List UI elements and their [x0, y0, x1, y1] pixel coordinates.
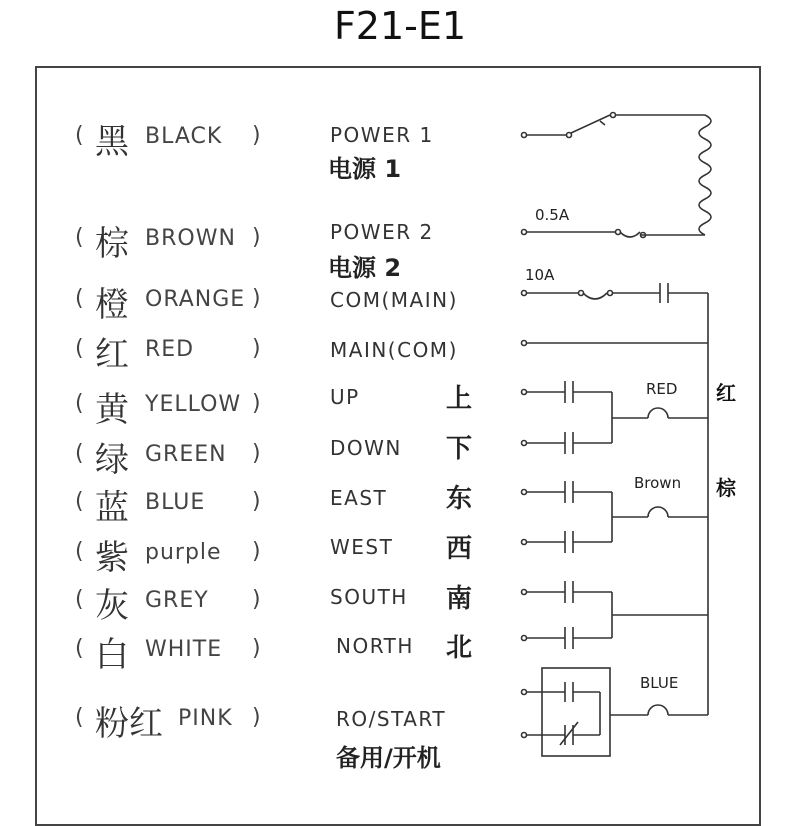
- fuse-0-5a: [522, 230, 646, 238]
- wire-color-cn: 白: [95, 635, 129, 675]
- wire-color-en: purple: [145, 540, 222, 565]
- direction-cn: 北: [446, 633, 473, 663]
- power-switch: [522, 113, 706, 138]
- paren-open: (: [75, 441, 84, 466]
- start-relay: [522, 668, 709, 756]
- wire-color-cn: 粉红: [95, 704, 163, 744]
- paren-open: (: [75, 286, 84, 311]
- wire-color-en: RED: [145, 337, 195, 362]
- function-label: WEST: [330, 535, 394, 559]
- wire-color-en: ORANGE: [145, 287, 246, 312]
- diagram-title: F21-E1: [333, 4, 467, 48]
- wire-color-cn: 灰: [95, 586, 129, 626]
- paren-open: (: [75, 705, 84, 730]
- function-label: UP: [330, 385, 360, 409]
- function-label: MAIN(COM): [330, 338, 458, 362]
- fuse-10a: [522, 283, 709, 303]
- direction-cn: 西: [446, 534, 473, 564]
- paren-close: ): [252, 391, 261, 416]
- side-label: 棕: [716, 476, 736, 500]
- function-label: NORTH: [336, 634, 414, 658]
- wire-color-cn: 蓝: [95, 488, 129, 528]
- function-label: COM(MAIN): [330, 288, 458, 312]
- paren-open: (: [75, 539, 84, 564]
- coil-label: Brown: [634, 474, 682, 492]
- wire-color-cn: 黄: [95, 390, 129, 430]
- direction-cn: 东: [446, 484, 473, 514]
- side-label: 红: [716, 381, 736, 405]
- wire-color-en: GREY: [145, 588, 209, 613]
- paren-open: (: [75, 636, 84, 661]
- wire-color-en: YELLOW: [145, 392, 242, 417]
- direction-cn: 下: [446, 434, 473, 464]
- function-label: DOWN: [330, 436, 402, 460]
- paren-open: (: [75, 587, 84, 612]
- paren-close: ): [252, 705, 261, 730]
- paren-open: (: [75, 123, 84, 148]
- wire-color-en: BLUE: [145, 490, 206, 515]
- coil-label: RED: [646, 380, 678, 398]
- paren-close: ): [252, 587, 261, 612]
- contact-pair-east-west: [522, 481, 709, 553]
- paren-close: ): [252, 539, 261, 564]
- wire-color-en: GREEN: [145, 442, 227, 467]
- paren-open: (: [75, 391, 84, 416]
- paren-close: ): [252, 123, 261, 148]
- coil-winding: [640, 115, 711, 235]
- paren-open: (: [75, 225, 84, 250]
- wire-color-en: WHITE: [145, 637, 223, 662]
- paren-open: (: [75, 336, 84, 361]
- wire-color-en: BLACK: [145, 124, 223, 149]
- fuse-rating-label: 0.5A: [535, 206, 570, 224]
- wire-color-cn: 绿: [95, 440, 129, 480]
- wire-color-cn: 紫: [95, 538, 129, 578]
- function-label: EAST: [330, 486, 388, 510]
- paren-close: ): [252, 441, 261, 466]
- paren-close: ): [252, 225, 261, 250]
- wire-color-cn: 红: [95, 335, 129, 375]
- paren-close: ): [252, 636, 261, 661]
- fuse-rating-label: 10A: [525, 266, 555, 284]
- paren-close: ): [252, 336, 261, 361]
- paren-close: ): [252, 489, 261, 514]
- wire-color-cn: 橙: [95, 285, 129, 325]
- paren-close: ): [252, 286, 261, 311]
- wire-color-cn: 黑: [95, 122, 129, 162]
- paren-open: (: [75, 489, 84, 514]
- wire-color-cn: 棕: [95, 224, 129, 264]
- contact-pair-up-down: [522, 381, 709, 454]
- wire-color-en: BROWN: [145, 226, 236, 251]
- function-label-cn: 电源 2: [328, 254, 402, 282]
- function-label-cn: 备用/开机: [336, 744, 441, 772]
- direction-cn: 上: [446, 384, 473, 414]
- function-label: RO/START: [336, 707, 447, 731]
- coil-label: BLUE: [640, 674, 679, 692]
- function-label: POWER 2: [330, 220, 434, 244]
- function-label: POWER 1: [330, 123, 434, 147]
- function-label: SOUTH: [330, 585, 408, 609]
- function-label-cn: 电源 1: [328, 155, 402, 183]
- wire-color-en: PINK: [178, 706, 233, 731]
- contact-pair-south-north: [522, 581, 709, 649]
- direction-cn: 南: [446, 584, 473, 614]
